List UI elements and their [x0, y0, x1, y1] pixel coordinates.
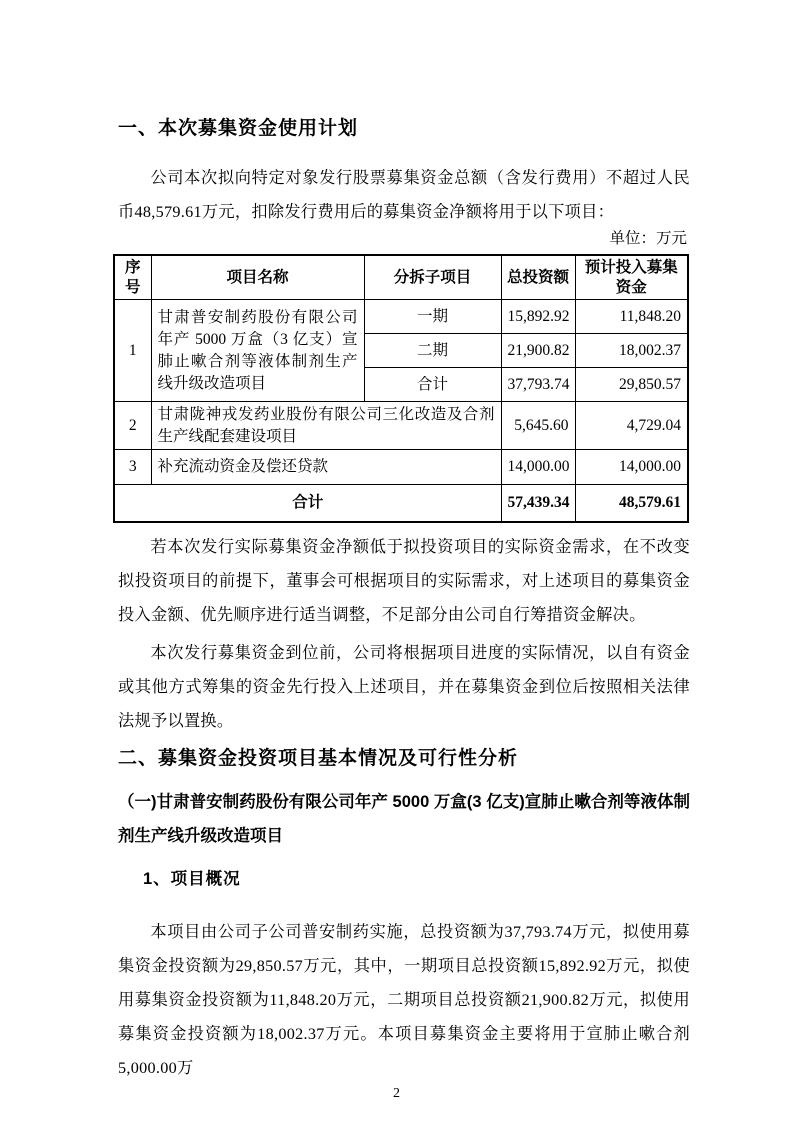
row1-project-name: 甘肃普安制药股份有限公司年产 5000 万盒（3 亿支）宣肺止嗽合剂等液体制剂生产线升级改造项目	[151, 300, 364, 402]
total-label: 合计	[114, 485, 501, 523]
header-cell-total-investment: 总投资额	[501, 255, 575, 300]
row3-project-name: 补充流动资金及偿还贷款	[151, 450, 501, 485]
adjustment-paragraph: 若本次发行实际募集资金净额低于拟投资项目的实际资金需求，在不改变拟投资项目的前提下，董事会可根据项目的实际需求，对上述项目的募集资金投入金额、优先顺序进行适当调整，不足部分由公司自行筹措资金解决。	[118, 538, 690, 624]
total-raise: 48,579.61	[575, 485, 688, 523]
row1-no: 1	[114, 300, 151, 402]
row1-sub1-label: 一期	[364, 300, 501, 334]
row1-sub1-raise: 11,848.20	[575, 300, 688, 334]
section2-heading: 二、募集资金投资项目基本情况及可行性分析	[118, 748, 519, 769]
table-header-row	[114, 255, 688, 300]
table-row-2	[114, 402, 688, 450]
page-content	[118, 117, 690, 1085]
replacement-paragraph: 本次发行募集资金到位前，公司将根据项目进度的实际情况，以自有资金或其他方式筹集的资金先行投入上述项目，并在募集资金到位后按照相关法律法规予以置换。	[118, 644, 690, 730]
row2-total: 5,645.60	[501, 402, 575, 450]
table-total-row	[114, 485, 688, 523]
project-overview-heading: 1、项目概况	[143, 870, 241, 888]
project1-subheading: （一)甘肃普安制药股份有限公司年产 5000 万盒(3 亿支)宣肺止嗽合剂等液体制剂生产线升级改造项目	[118, 793, 690, 845]
row2-no: 2	[114, 402, 151, 450]
section1-heading: 一、本次募集资金使用计划	[118, 118, 359, 139]
project-overview-paragraph: 本项目由公司子公司普安制药实施，总投资额为37,793.74万元，拟使用募集资金投资额为29,850.57万元，其中，一期项目总投资额15,892.92万元，拟使用募集资金投资额为11,848.20万元，二期项目总投资额21,900.82万元，拟使用募集资金投资额为18,002.37万元。本项目募集资金主要将用于宣肺止嗽合剂5,000.00万	[118, 923, 690, 1077]
unit-label: 单位：万元	[609, 230, 687, 247]
header-cell-raised-funds: 预计投入募集资金	[575, 255, 688, 300]
header-cell-project-name: 项目名称	[151, 255, 364, 300]
row3-no: 3	[114, 450, 151, 485]
row1-sub2-label: 二期	[364, 334, 501, 368]
header-cell-no: 序号	[114, 255, 151, 300]
page-number: 2	[393, 1086, 400, 1101]
row1-sub3-total: 37,793.74	[501, 368, 575, 402]
row2-project-name: 甘肃陇神戎发药业股份有限公司三化改造及合剂生产线配套建设项目	[151, 402, 501, 450]
total-investment: 57,439.34	[501, 485, 575, 523]
fund-usage-table	[113, 254, 689, 523]
row1-sub2-raise: 18,002.37	[575, 334, 688, 368]
row1-sub3-raise: 29,850.57	[575, 368, 688, 402]
row1-sub2-total: 21,900.82	[501, 334, 575, 368]
row3-raise: 14,000.00	[575, 450, 688, 485]
row1-sub1-total: 15,892.92	[501, 300, 575, 334]
table-row-3	[114, 450, 688, 485]
intro-paragraph: 公司本次拟向特定对象发行股票募集资金总额（含发行费用）不超过人民币48,579.61万元，扣除发行费用后的募集资金净额将用于以下项目：	[118, 169, 690, 221]
header-cell-subproject: 分拆子项目	[364, 255, 501, 300]
table-row-1-phase1	[114, 300, 688, 334]
row3-total: 14,000.00	[501, 450, 575, 485]
row2-raise: 4,729.04	[575, 402, 688, 450]
row1-sub3-label: 合计	[364, 368, 501, 402]
